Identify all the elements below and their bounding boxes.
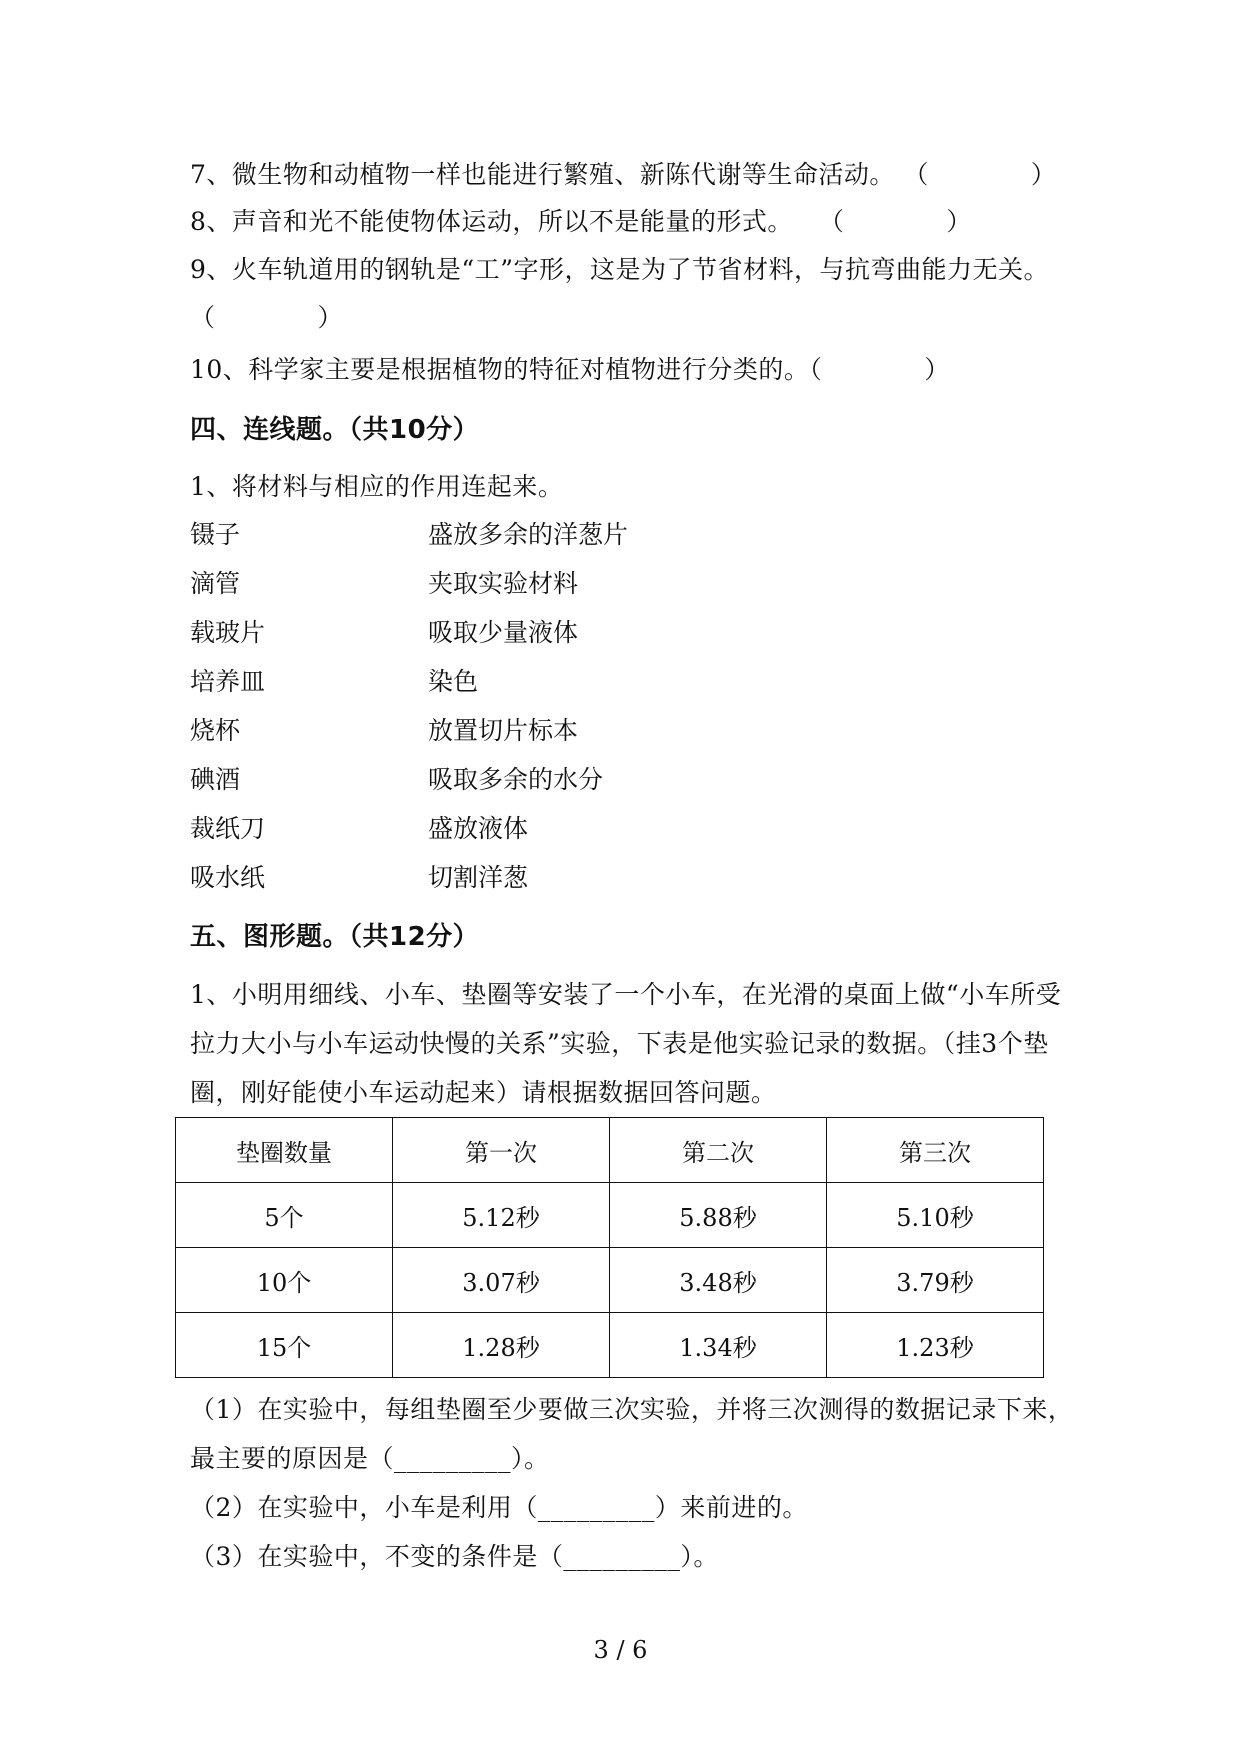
table-header-row — [176, 1118, 1044, 1183]
figure-question-intro: 圈，刚好能使小车运动起来）请根据数据回答问题。 — [190, 1078, 777, 1107]
table-cell: 5.88秒 — [610, 1183, 827, 1248]
judgment-item-10: 10、科学家主要是根据植物的特征对植物进行分类的。（ ） — [190, 355, 950, 384]
experiment-data-table — [175, 1117, 1044, 1378]
judgment-item-9: 9、火车轨道用的钢轨是“工”字形，这是为了节省材料，与抗弯曲能力无关。 — [190, 255, 1049, 284]
table-cell: 3.07秒 — [393, 1248, 610, 1313]
matching-term: 吸水纸 — [190, 863, 266, 892]
sub-question-1: （1）在实验中，每组垫圈至少要做三次实验，并将三次测得的数据记录下来， — [190, 1395, 1074, 1424]
section-4-heading: 四、连线题。（共10分） — [190, 415, 480, 445]
table-row — [176, 1183, 1044, 1248]
matching-definition: 放置切片标本 — [428, 716, 579, 745]
table-cell: 10个 — [176, 1248, 393, 1313]
table-cell: 5.10秒 — [827, 1183, 1044, 1248]
matching-definition: 夹取实验材料 — [428, 569, 579, 598]
judgment-item-9-blank: （ ） — [190, 303, 344, 332]
table-cell: 1.34秒 — [610, 1313, 827, 1378]
table-row — [176, 1313, 1044, 1378]
matching-definition: 吸取多余的水分 — [428, 765, 604, 794]
sub-question-3: （3）在实验中，不变的条件是（_________）。 — [190, 1542, 719, 1571]
matching-definition: 染色 — [428, 667, 479, 696]
table-cell: 3.48秒 — [610, 1248, 827, 1313]
table-header-cell: 垫圈数量 — [176, 1118, 393, 1183]
judgment-item-8: 8、声音和光不能使物体运动，所以不是能量的形式。 （ ） — [190, 207, 972, 236]
table-row — [176, 1248, 1044, 1313]
sub-question-1-continued: 最主要的原因是（_________）。 — [190, 1444, 550, 1473]
page-number: 3 / 6 — [593, 1636, 648, 1664]
matching-term: 碘酒 — [190, 765, 241, 794]
table-cell: 15个 — [176, 1313, 393, 1378]
matching-term: 滴管 — [190, 569, 241, 598]
judgment-item-7: 7、微生物和动植物一样也能进行繁殖、新陈代谢等生命活动。 （ ） — [190, 160, 1057, 189]
figure-question-intro: 拉力大小与小车运动快慢的关系”实验，下表是他实验记录的数据。（挂3个垫 — [190, 1029, 1049, 1058]
matching-definition: 盛放液体 — [428, 814, 529, 843]
matching-instruction: 1、将材料与相应的作用连起来。 — [190, 472, 564, 501]
matching-term: 镊子 — [190, 520, 241, 549]
table-cell: 5.12秒 — [393, 1183, 610, 1248]
table-header-cell: 第二次 — [610, 1118, 827, 1183]
matching-definition: 吸取少量液体 — [428, 618, 579, 647]
table-cell: 1.28秒 — [393, 1313, 610, 1378]
sub-question-2: （2）在实验中，小车是利用（_________）来前进的。 — [190, 1493, 808, 1522]
table-header-cell: 第一次 — [393, 1118, 610, 1183]
matching-term: 载玻片 — [190, 618, 266, 647]
table-cell: 3.79秒 — [827, 1248, 1044, 1313]
table-cell: 5个 — [176, 1183, 393, 1248]
matching-definition: 盛放多余的洋葱片 — [428, 520, 629, 549]
matching-definition: 切割洋葱 — [428, 863, 529, 892]
table-header-cell: 第三次 — [827, 1118, 1044, 1183]
section-5-heading: 五、图形题。（共12分） — [190, 922, 480, 952]
matching-term: 裁纸刀 — [190, 814, 266, 843]
matching-term: 烧杯 — [190, 716, 241, 745]
matching-term: 培养皿 — [190, 667, 266, 696]
table-cell: 1.23秒 — [827, 1313, 1044, 1378]
figure-question-intro: 1、小明用细线、小车、垫圈等安装了一个小车，在光滑的桌面上做“小车所受 — [190, 980, 1062, 1009]
